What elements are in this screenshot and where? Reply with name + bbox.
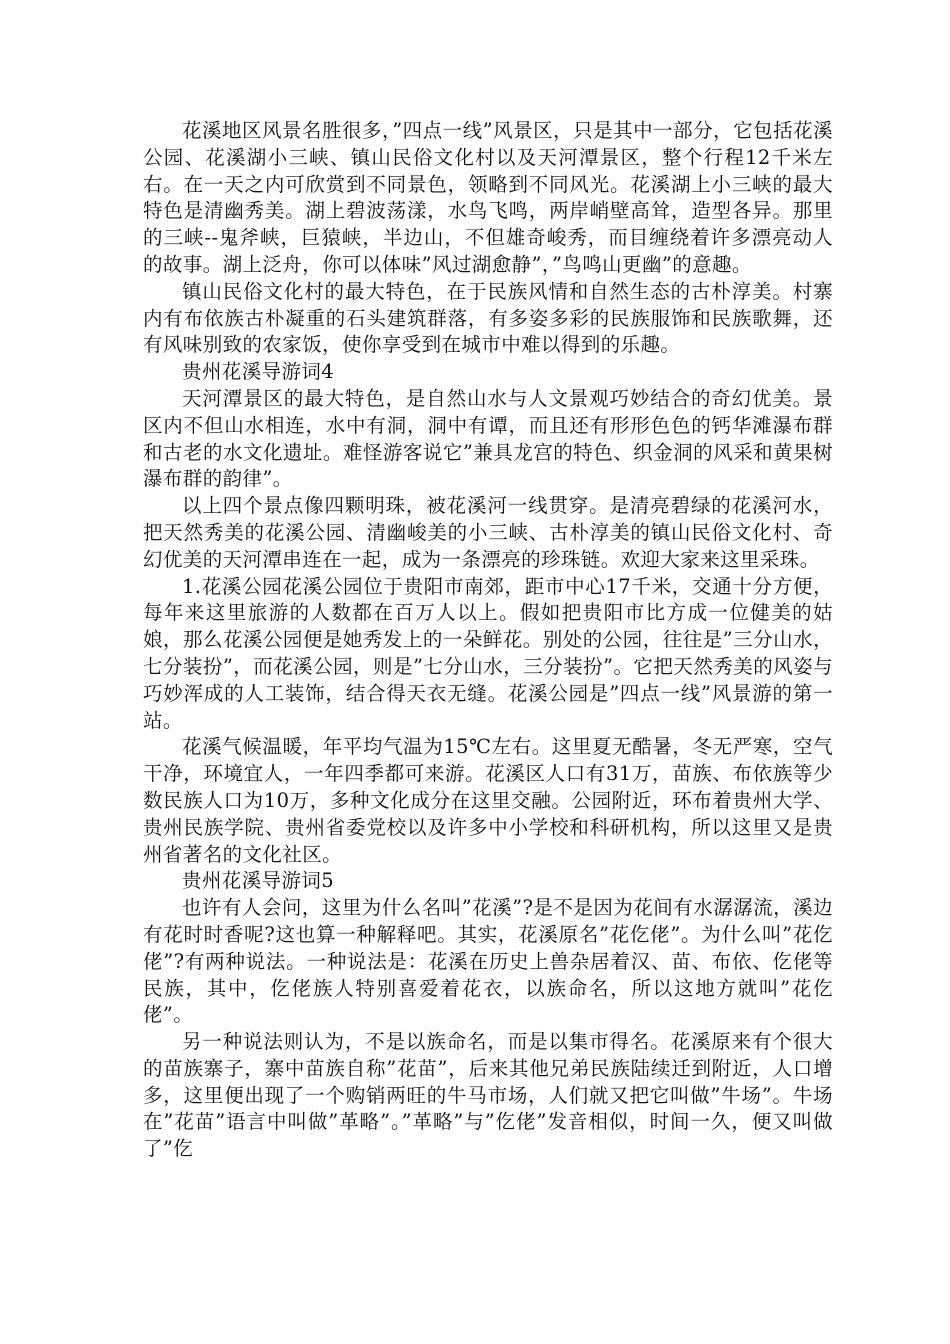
- document-page: [143, 118, 833, 1163]
- section-heading-4: 贵州花溪导游词4: [182, 360, 335, 384]
- paragraph-huaxi-park: 1.花溪公园花溪公园位于贵阳市南郊，距市中心17千米，交通十分方便，每年来这里旅游的人数都在百万人以上。假如把贵阳市比方成一位健美的姑娘，那么花溪公园便是她秀发上的一朵鲜花。别处的公园，往往是”三分山水，七分装扮”，而花溪公园，则是”七分山水，三分装扮”。它把天然秀美的风姿与巧妙浑成的人工装饰，结合得天衣无缝。花溪公园是”四点一线”风景游的第一站。: [143, 574, 833, 732]
- paragraph-zhenshan-village: 镇山民俗文化村的最大特色，在于民族风情和自然生态的古朴淳美。村寨内有布依族古朴凝重的石头建筑群落，有多姿多彩的民族服饰和民族歌舞，还有风味别致的农家饭，使你享受到在城市中难以得到的乐趣。: [143, 279, 833, 357]
- paragraph-name-origin-1: 也许有人会问，这里为什么名叫”花溪”?是不是因为花间有水潺潺流，溪边有花时时香呢?这也算一种解释吧。其实，花溪原名”花仡佬”。为什么叫”花仡佬”?有两种说法。一种说法是：花溪在历史上兽杂居着汉、苗、布依、仡佬等民族，其中，仡佬族人特别喜爱着花衣，以族命名，所以这地方就叫”花仡佬”。: [143, 896, 833, 1027]
- paragraph-intro: 花溪地区风景名胜很多，”四点一线”风景区，只是其中一部分，它包括花溪公园、花溪湖小三峡、镇山民俗文化村以及天河潭景区，整个行程12千米左右。在一天之内可欣赏到不同景色，领略到不同风光。花溪湖上小三峡的最大特色是清幽秀美。湖上碧波荡漾，水鸟飞鸣，两岸峭壁高耸，造型各异。那里的三峡--鬼斧峡，巨猿峡，半边山，不但雄奇峻秀，而目缠绕着许多漂亮动人的故事。湖上泛舟，你可以体味”风过湖愈静”，”鸟鸣山更幽”的意趣。: [143, 119, 833, 276]
- paragraph-name-origin-2: 另一种说法则认为，不是以族命名，而是以集市得名。花溪原来有个很大的苗族寨子，寨中苗族自称”花苗”，后来其他兄弟民族陆续迁到附近，人口增多，这里便出现了一个购销两旺的牛马市场，人们就又把它叫做”牛场”。牛场在”花苗”语言中叫做”革略”。”革略”与”仡佬”发音相似，时间一久，便又叫做了”仡: [143, 1030, 833, 1161]
- paragraph-four-spots: 以上四个景点像四颗明珠，被花溪河一线贯穿。是清亮碧绿的花溪河水，把天然秀美的花溪公园、清幽峻美的小三峡、古朴淳美的镇山民俗文化村、奇幻优美的天河潭串连在一起，成为一条漂亮的珍珠链。欢迎大家来这里采珠。: [143, 494, 833, 571]
- paragraph-climate: 花溪气候温暖，年平均气温为15℃左右。这里夏无酷暑，冬无严寒，空气干净，环境宜人，一年四季都可来游。花溪区人口有31万，苗族、布依族等少数民族人口为10万，多种文化成分在这里交融。公园附近，环布着贵州大学、贵州民族学院、贵州省委党校以及许多中小学校和科研机构，所以这里又是贵州省著名的文化社区。: [143, 735, 833, 866]
- section-heading-5: 贵州花溪导游词5: [182, 869, 335, 893]
- paragraph-tianhetan: 天河潭景区的最大特色，是自然山水与人文景观巧妙结合的奇幻优美。景区内不但山水相连，水中有洞，洞中有谭，而且还有形形色色的钙华滩瀑布群和古老的水文化遗址。难怪游客说它”兼具龙宫的特色、织金洞的风采和黄果树瀑布群的韵律”。: [143, 386, 833, 491]
